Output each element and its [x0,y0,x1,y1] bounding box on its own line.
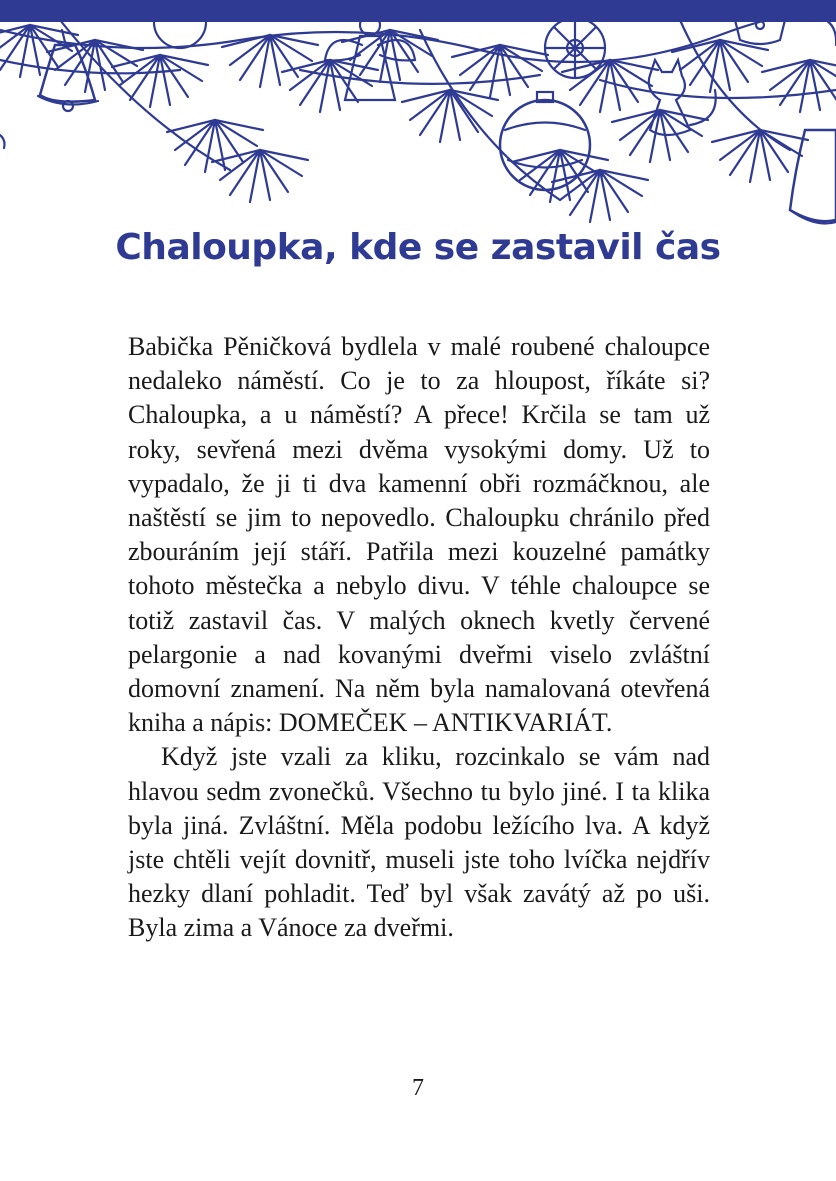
page-number: 7 [412,1075,424,1101]
paragraph: Babička Pěničková bydlela v malé roubené chaloupce nedaleko náměstí. Co je to za hloupost, říkáte si? Chaloupka, a u náměstí? A přece! Krčila se tam už roky, sevřená mezi dvěma vysokými domy. Už to vypadalo, že ji ti dva kamenní obři rozmáčknou, ale naštěstí se jim to nepovedlo. Chaloupku chránilo před zbouráním její stáří. Patřila mezi kouzelné památky tohoto městečka a nebylo divu. V téhle chaloupce se totiž zastavil čas. V malých oknech kvetly červené pelargonie a nad kovanými dveřmi viselo zvláštní domovní znamení. Na něm byla namalovaná otevřená kniha a nápis: DOMEČEK – ANTIKVARIÁT. [128,332,710,738]
angel-ornament-icon [325,15,415,100]
snowflake-ornament-icon [545,18,605,78]
christmas-garland-illustration [0,0,836,235]
chapter-body [128,330,710,946]
chapter-title: Chaloupka, kde se zastavil čas [115,227,721,268]
bell-ornament-icon [790,130,836,224]
paragraph: Když jste vzali za kliku, rozcinkalo se vám nad hlavou sedm zvonečků. Všechno tu bylo jiné. I ta klika byla jiná. Zvláštní. Měla podobu ležícího lva. A když jste chtěli vejít dovnitř, museli jste toho lvíčka nejdřív hezky dlaní pohladit. Teď byl však zavátý až po uši. Byla zima a Vánoce za dveřmi. [128,742,710,943]
